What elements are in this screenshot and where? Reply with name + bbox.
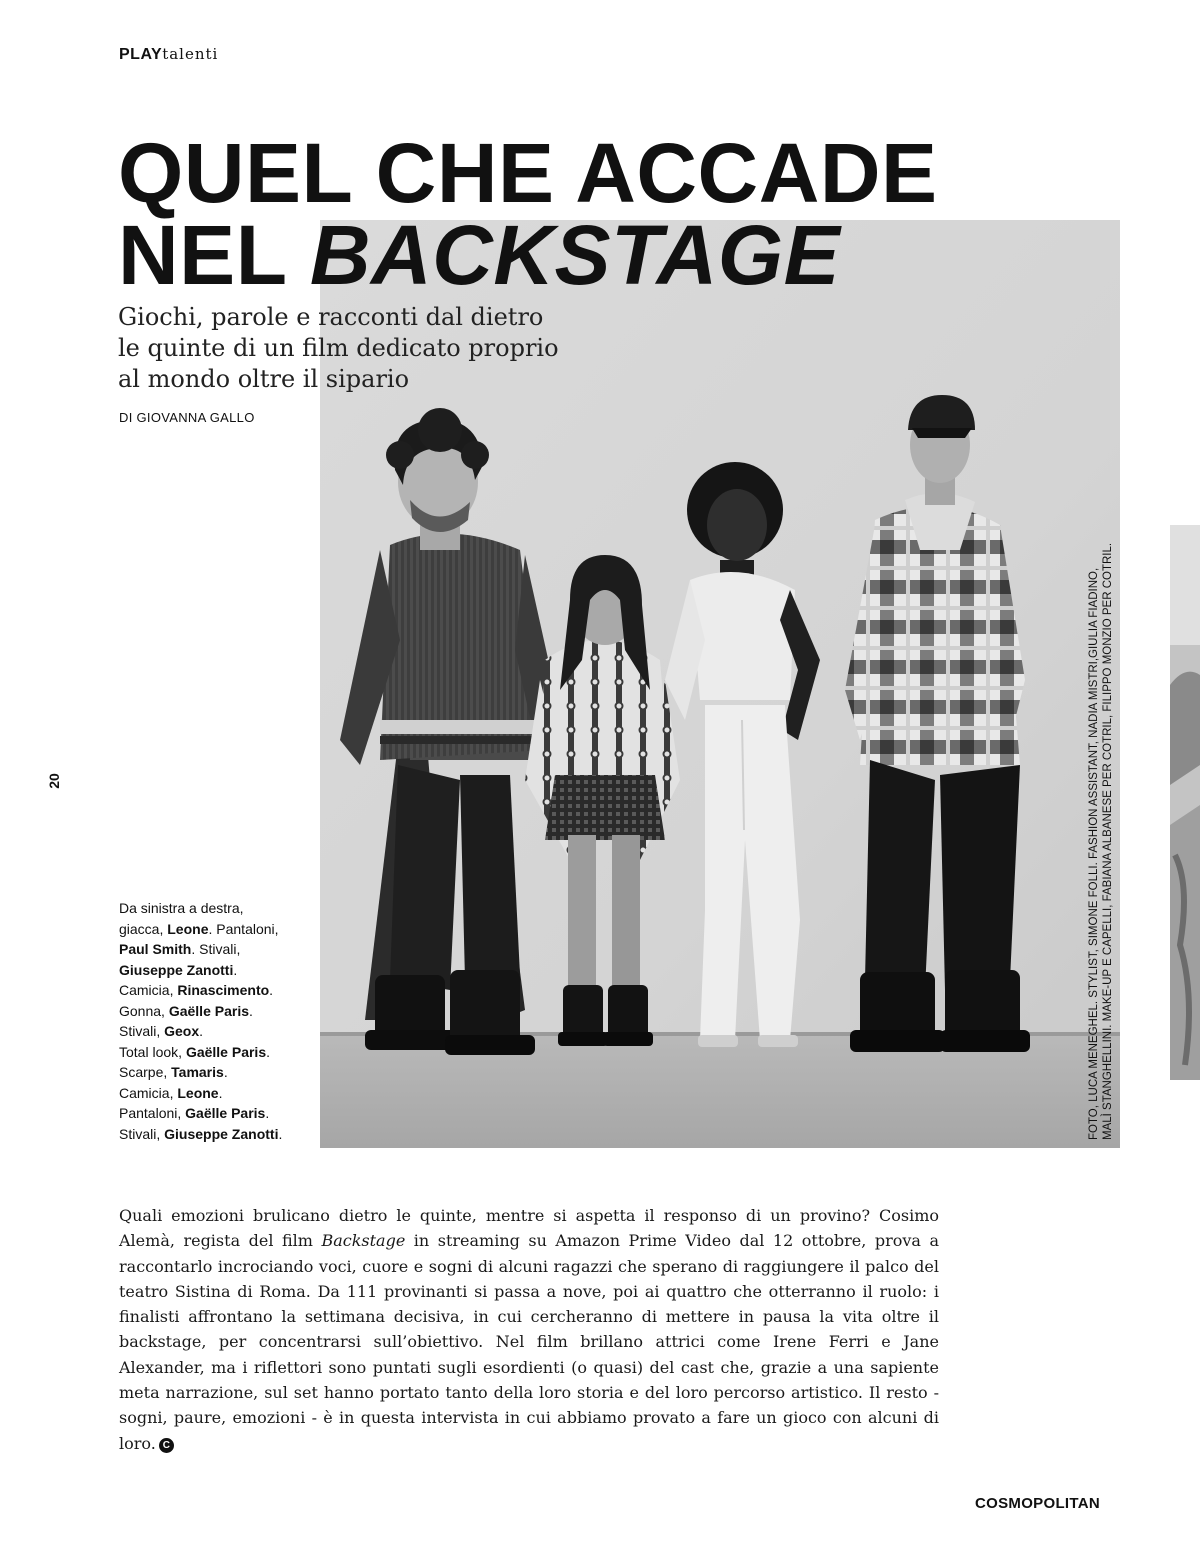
caption-line: Camicia, Leone. xyxy=(119,1084,223,1101)
page-number: 20 xyxy=(46,773,62,789)
headline-line-2-plain: NEL xyxy=(118,208,310,302)
caption-line: Giuseppe Zanotti. xyxy=(119,961,238,978)
caption-line: Camicia, Rinascimento. xyxy=(119,982,274,998)
caption-line: Gonna, Gaëlle Paris. xyxy=(119,1002,253,1019)
body-text-part-1: Quali emozioni brulicano dietro le quinte, mentre si aspetta il responso di un provino? Cosimo Alemà, regista del film xyxy=(119,1206,939,1251)
caption-line: Total look, Gaëlle Paris. xyxy=(119,1043,270,1060)
caption-line: Pantaloni, Gaëlle Paris. xyxy=(119,1105,270,1121)
headline-line-1: QUEL CHE ACCADE xyxy=(118,126,938,220)
credits-line-1: FOTO, LUCA MENEGHEL. STYLIST, SIMONE FOLLI. FASHION ASSISTANT, NADIA MISTRI,GIULIA FIADINO, xyxy=(1088,567,1100,1140)
section-tag-strong: PLAY xyxy=(119,46,163,63)
end-mark-icon: C xyxy=(159,1438,174,1453)
section-tag xyxy=(119,45,218,64)
credits-line-2: MALÌ STANGHELLINI. MAKE-UP E CAPELLI, FABIANA ALBANESE PER COTRIL, FILIPPO MONZIO PER COTRIL. xyxy=(1102,542,1114,1140)
caption-line: Paul Smith. Stivali, xyxy=(119,941,241,957)
caption-line: Stivali, Giuseppe Zanotti. xyxy=(119,1125,283,1142)
photo-credits xyxy=(1087,480,1115,1140)
next-page-photo-edge xyxy=(1170,525,1200,1080)
caption-line: giacca, Leone. Pantaloni, xyxy=(119,920,279,937)
body-text-part-2: in streaming su Amazon Prime Video dal 12 ottobre, prova a raccontarlo incrociando voci, cuore e sogni di alcuni ragazzi che sperano di raggiungere il palco del teatro Sistina di Roma. Da 111 provinanti si passa a nove, poi ai quattro che otterranno il ruolo: i finalisti affrontano la settimana decisiva, in cui cercheranno di mettere in pausa la vita oltre il backstage, per concentrarsi sull’obiettivo. Nel film brillano attrici come Irene Ferri e Jane Alexander, ma i riflettori sono puntati sugli esordienti (o quasi) del cast che, grazie a una sapiente meta narrazione, sul set hanno portato tanto della loro storia e del loro percorso artistico. Il resto - sogni, paure, emozioni - è in questa intervista in cui abbiamo provato a fare un gioco con alcuni di loro. xyxy=(119,1231,939,1453)
section-tag-light: talenti xyxy=(162,45,219,63)
magazine-brand: COSMOPOLITAN xyxy=(975,1495,1100,1512)
photo-caption xyxy=(119,898,319,1144)
article-body xyxy=(119,1203,939,1456)
headline-line-2-italic: BACKSTAGE xyxy=(309,208,841,302)
headline xyxy=(118,126,938,302)
caption-line: Stivali, Geox. xyxy=(119,1023,204,1039)
headline-line-2 xyxy=(118,208,938,302)
caption-line: Scarpe, Tamaris. xyxy=(119,1064,228,1080)
standfirst: Giochi, parole e racconti dal dietro le quinte di un film dedicato proprio al mondo oltre il sipario xyxy=(118,303,559,393)
film-title: Backstage xyxy=(321,1231,406,1251)
caption-line: Da sinistra a destra, xyxy=(119,900,244,916)
byline: DI GIOVANNA GALLO xyxy=(119,410,255,425)
